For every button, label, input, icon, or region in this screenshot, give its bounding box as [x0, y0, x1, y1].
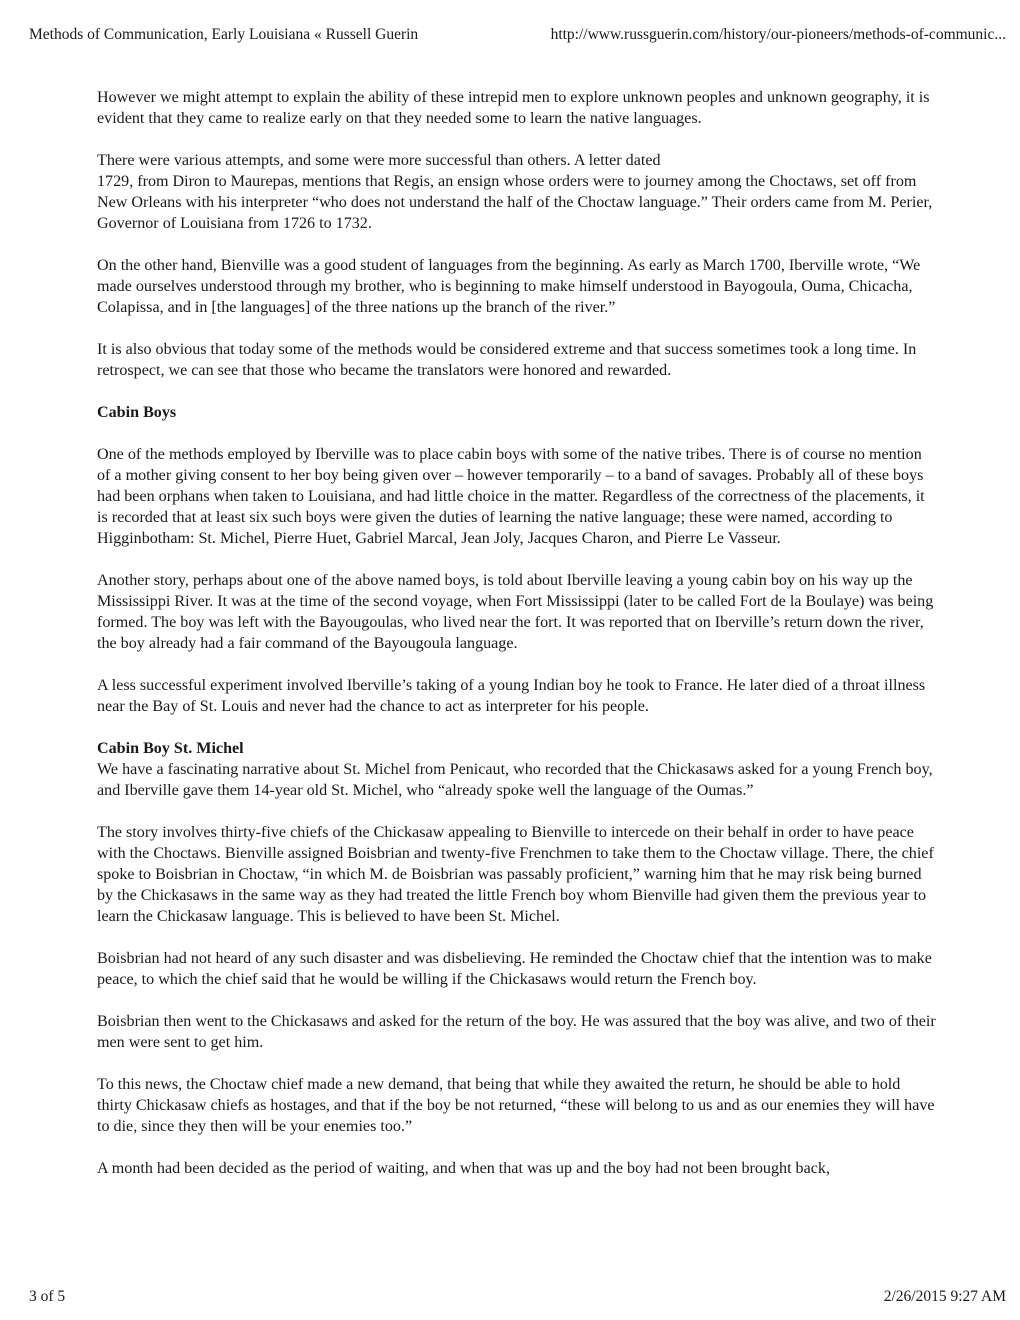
paragraph-9: The story involves thirty-five chiefs of the Chickasaw appealing to Bienville to intercede on their behalf in order to have peace with the Choctaws. Bienville assigned Boisbrian and twenty-five Frenchmen to take them to the Choctaw village. There, the chief spoke to Boisbrian in Choctaw, “in which M. de Boisbrian was passably proficient,” warning him that he may risk being burned by the Chickasaws in the same way as they had treated the little French boy whom Bienville had given them the previous year to learn the Chickasaw language. This is believed to have been St. Michel.: [97, 824, 934, 925]
paragraph-5: One of the methods employed by Iberville was to place cabin boys with some of the native tribes. There is of course no mention of a mother giving consent to her boy being given over – however temporarily – to a band of savages. Probably all of these boys had been orphans when taken to Louisiana, and had little choice in the matter. Regardless of the correctness of the placements, it is recorded that at least six such boys were given the duties of learning the native language; these were named, according to Higginbotham: St. Michel, Pierre Huet, Gabriel Marcal, Jean Joly, Jacques Charon, and Pierre Le Vasseur.: [97, 446, 925, 547]
paragraph-7: A less successful experiment involved Iberville’s taking of a young Indian boy he took to France. He later died of a throat illness near the Bay of St. Louis and never had the chance to act as interpreter for his people.: [97, 677, 926, 715]
print-footer: [29, 1288, 1006, 1310]
print-header: [29, 26, 1006, 48]
paragraph-2-rest: 1729, from Diron to Maurepas, mentions that Regis, an ensign whose orders were to journey among the Choctaws, set off from New Orleans with his interpreter “who does not understand the half of the Choctaw language.” Their orders came from M. Perier, Governor of Louisiana from 1726 to 1732.: [97, 173, 933, 232]
paragraph-12: To this news, the Choctaw chief made a new demand, that being that while they awaited the return, he should be able to hold thirty Chickasaw chiefs as hostages, and that if the boy be not returned, “these will belong to us and as our enemies they will have to die, since they then will be your enemies too.”: [97, 1076, 935, 1135]
paragraph-3: On the other hand, Bienville was a good student of languages from the beginning. As early as March 1700, Iberville wrote, “We made ourselves understood through my brother, who is beginning to make himself understood in Bayogoula, Ouma, Chicacha, Colapissa, and in [the languages] of the three nations up the branch of the river.”: [97, 257, 921, 316]
paragraph-4: It is also obvious that today some of the methods would be considered extreme and that success sometimes took a long time. In retrospect, we can see that those who became the translators were honored and rewarded.: [97, 341, 917, 379]
paragraph-10: Boisbrian had not heard of any such disaster and was disbelieving. He reminded the Choctaw chief that the intention was to make peace, to which the chief said that he would be willing if the Chickasaws would return the French boy.: [97, 950, 932, 988]
paragraph-6: Another story, perhaps about one of the above named boys, is told about Iberville leaving a young cabin boy on his way up the Mississippi River. It was at the time of the second voyage, when Fort Mississippi (later to be called Fort de la Boulaye) was being formed. The boy was left with the Bayougoulas, who lived near the fort. It was reported that on Iberville’s return down the river, the boy already had a fair command of the Bayougoula language.: [97, 572, 934, 652]
paragraph-1: However we might attempt to explain the ability of these intrepid men to explore unknown peoples and unknown geography, it is evident that they came to realize early on that they needed some to learn the native languages.: [97, 89, 930, 127]
print-timestamp: 2/26/2015 9:27 AM: [883, 1288, 1006, 1305]
article-body: [97, 87, 937, 1200]
paragraph-2: [97, 150, 937, 234]
paragraph-13: A month had been decided as the period of waiting, and when that was up and the boy had not been brought back,: [97, 1160, 830, 1177]
paragraph-2-line-1: There were various attempts, and some were more successful than others. A letter dated: [97, 152, 661, 169]
paragraph-11: Boisbrian then went to the Chickasaws and asked for the return of the boy. He was assured that the boy was alive, and two of their men were sent to get him.: [97, 1013, 936, 1051]
heading-cabin-boys: Cabin Boys: [97, 404, 177, 421]
heading-cabin-boy-st-michel: Cabin Boy St. Michel: [97, 740, 244, 757]
paragraph-8: We have a fascinating narrative about St. Michel from Penicaut, who recorded that the Chickasaws asked for a young French boy, and Iberville gave them 14-year old St. Michel, who “already spoke well the language of the Oumas.”: [97, 761, 933, 799]
page-title: Methods of Communication, Early Louisiana « Russell Guerin: [29, 26, 419, 43]
page-number: 3 of 5: [29, 1288, 66, 1305]
page-url: http://www.russguerin.com/history/our-pioneers/methods-of-communic...: [550, 26, 1006, 43]
